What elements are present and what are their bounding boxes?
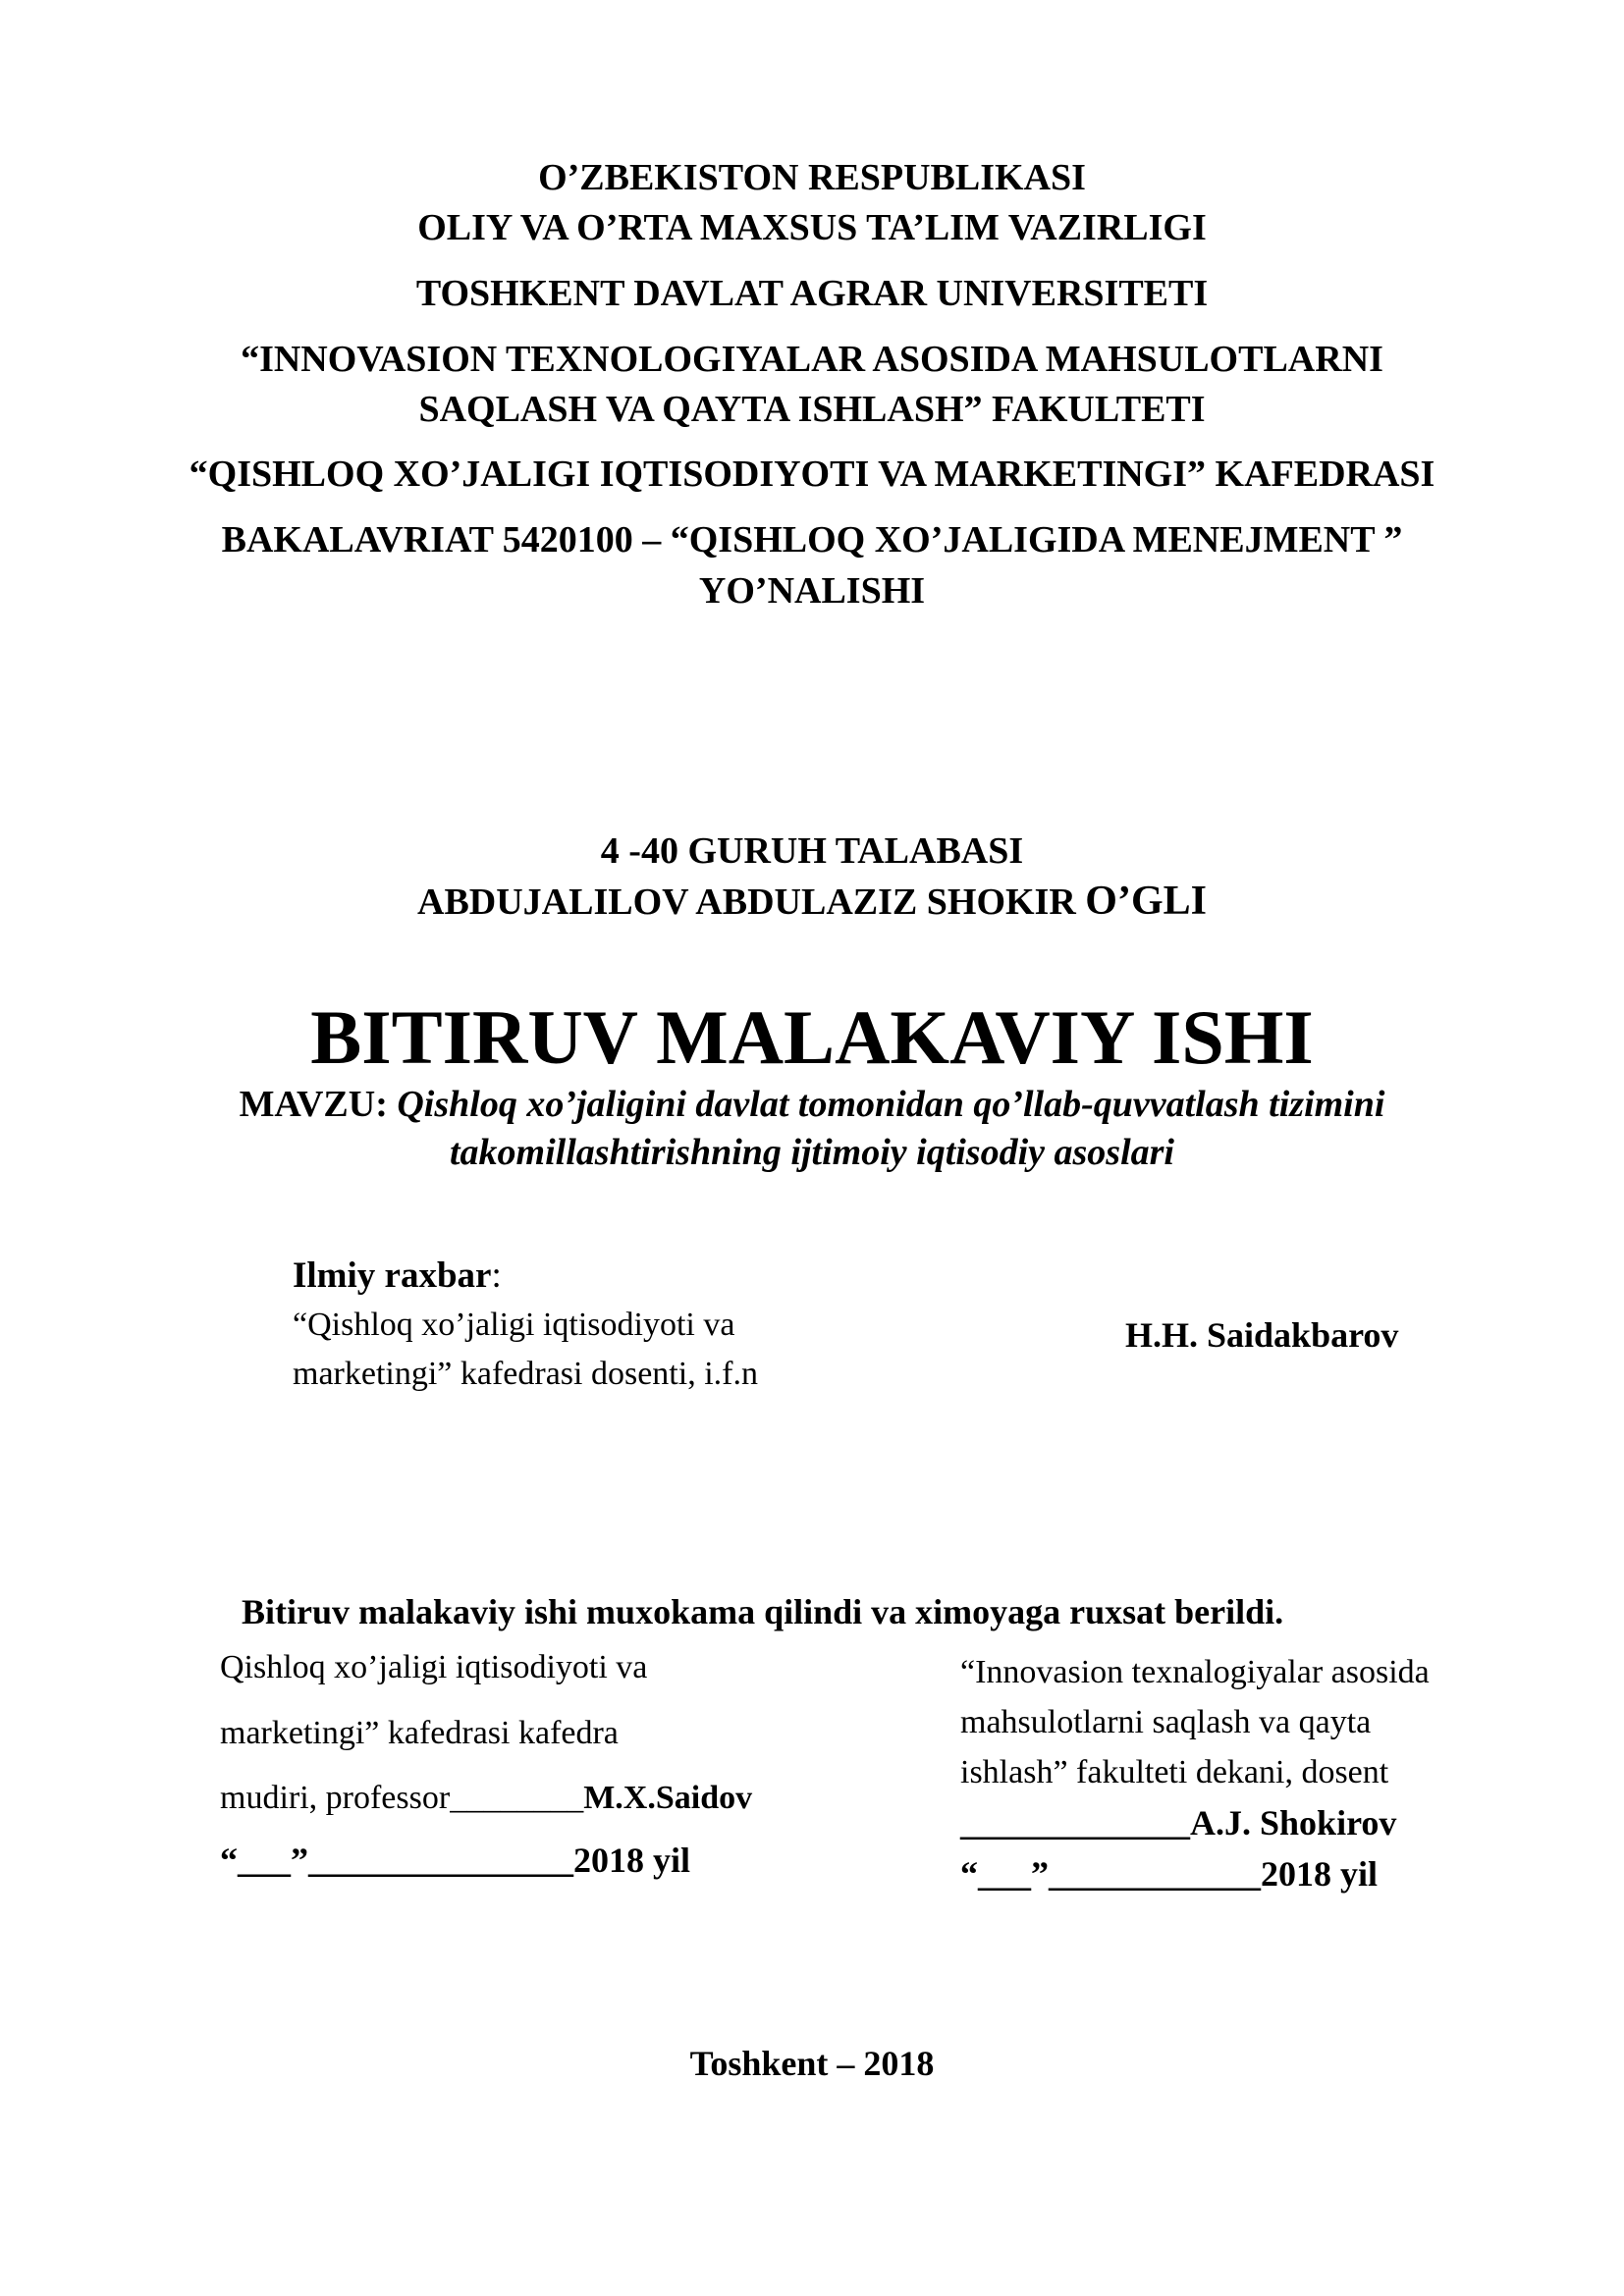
- head-signature-blank: ________: [450, 1780, 584, 1816]
- supervisor-label-text: Ilmiy raxbar: [293, 1255, 492, 1296]
- student-group: 4 -40 GURUH TALABASI: [600, 830, 1024, 872]
- faculty-line-1: “INNOVASION TEXNOLOGIYALAR ASOSIDA MAHSULOTLARNI: [241, 339, 1383, 380]
- dean-signature-line: [960, 1799, 1396, 1846]
- dean-name: A.J. Shokirov: [1190, 1803, 1397, 1842]
- supervisor-position-line-2: marketingi” kafedrasi dosenti, i.f.n: [293, 1356, 758, 1392]
- head-name: M.X.Saidov: [583, 1780, 753, 1816]
- ministry-name: OLIY VA O’RTA MAXSUS TA’LIM VAZIRLIGI: [417, 207, 1207, 248]
- head-signature-line: [220, 1775, 752, 1822]
- supervisor-position-line-1: “Qishloq xo’jaligi iqtisodiyoti va: [293, 1307, 735, 1343]
- supervisor-label-colon: :: [491, 1255, 502, 1296]
- topic-line-1: [0, 1080, 1624, 1129]
- head-date: “___”_______________2018 yil: [220, 1841, 691, 1880]
- head-position-line-3: mudiri, professor: [220, 1780, 451, 1816]
- approval-statement: Bitiruv malakaviy ishi muxokama qilindi va ximoyaga ruxsat berildi.: [242, 1592, 1284, 1631]
- topic-text-1: Qishloq xo’jaligini davlat tomonidan qo’llab-quvvatlash tizimini: [397, 1084, 1385, 1125]
- department-name: “QISHLOQ XO’JALIGI IQTISODIYOTI VA MARKETINGI” KAFEDRASI: [189, 454, 1435, 495]
- program-line-1: BAKALAVRIAT 5420100 – “QISHLOQ XO’JALIGIDA MENEJMENT ”: [221, 519, 1403, 561]
- student-name-main: ABDUJALILOV ABDULAZIZ SHOKIR: [417, 881, 1086, 923]
- university-name: TOSHKENT DAVLAT AGRAR UNIVERSITETI: [415, 273, 1209, 314]
- faculty-line-2: SAQLASH VA QAYTA ISHLASH” FAKULTETI: [418, 389, 1206, 430]
- head-position-line-2: marketingi” kafedrasi kafedra: [220, 1715, 619, 1751]
- supervisor-label: [293, 1253, 502, 1300]
- student-name: [0, 877, 1624, 927]
- program-line-2: YO’NALISHI: [698, 570, 926, 612]
- dean-position-line-2: mahsulotlarni saqlash va qayta: [960, 1704, 1372, 1740]
- student-name-suffix: O’GLI: [1085, 879, 1207, 924]
- head-position-line-1: Qishloq xo’jaligi iqtisodiyoti va: [220, 1649, 648, 1685]
- dean-position-line-3: ishlash” fakulteti dekani, dosent: [960, 1754, 1389, 1790]
- dean-signature-blank: _____________: [960, 1803, 1190, 1842]
- topic-label: MAVZU:: [239, 1084, 398, 1125]
- place-year: Toshkent – 2018: [689, 2044, 935, 2083]
- topic-line-2: takomillashtirishning ijtimoiy iqtisodiy asoslari: [450, 1132, 1174, 1173]
- supervisor-name: H.H. Saidakbarov: [1125, 1315, 1399, 1355]
- dean-date: “___”____________2018 yil: [960, 1854, 1379, 1894]
- work-title: BITIRUV MALAKAVIY ISHI: [310, 994, 1314, 1080]
- ministry-country: O’ZBEKISTON RESPUBLIKASI: [538, 157, 1086, 198]
- dean-position-line-1: “Innovasion texnalogiyalar asosida: [960, 1654, 1430, 1690]
